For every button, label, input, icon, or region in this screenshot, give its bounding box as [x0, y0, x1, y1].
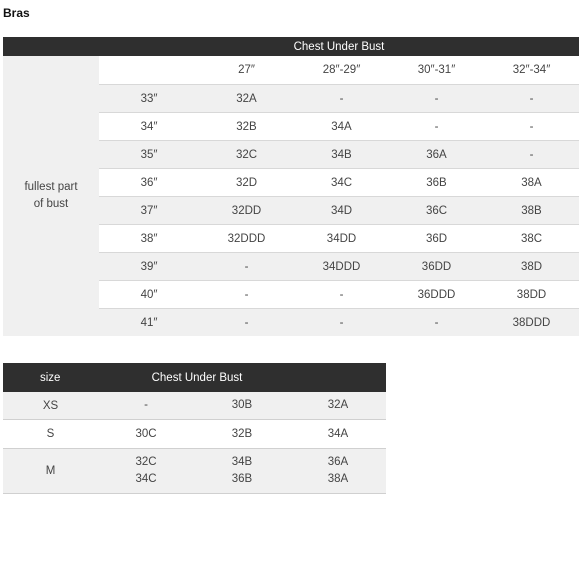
size-cell: 34B	[331, 148, 352, 161]
header-label: Chest Under Bust	[151, 371, 243, 384]
size-cell: 32A	[236, 92, 257, 105]
size-cell: 36D	[425, 232, 448, 245]
size-cell: 36DD	[421, 260, 452, 273]
size-cell: 38B	[521, 204, 542, 217]
size-cell: -	[339, 288, 344, 301]
size-cell: -	[529, 92, 534, 105]
table-header	[3, 363, 386, 392]
size-cell: 34DDD	[322, 260, 361, 273]
bust-measurement: 39″	[140, 260, 158, 273]
column-header: 30″-31″	[417, 64, 456, 76]
size-label: M	[45, 465, 56, 477]
size-cell: 36C	[425, 204, 448, 217]
column-header: 27″	[238, 64, 255, 76]
size-cell	[290, 454, 386, 488]
size-value: 30B	[231, 399, 253, 411]
size-value: 32C	[135, 456, 157, 468]
size-cell: -	[339, 316, 344, 329]
size-label: S	[46, 428, 55, 440]
size-cell: -	[529, 120, 534, 133]
side-label-line: fullest part	[24, 181, 78, 193]
size-cell: -	[529, 148, 534, 161]
size-cell: -	[244, 316, 249, 329]
page-title: Bras	[3, 6, 30, 20]
table-row	[99, 140, 579, 168]
bust-measurement: 36″	[140, 176, 158, 189]
size-cell: 36A	[426, 148, 447, 161]
size-header: size	[40, 371, 61, 384]
size-conversion-chart	[3, 363, 386, 494]
bra-size-chart	[3, 37, 579, 336]
column-header: 32″-34″	[512, 64, 551, 76]
size-cell	[98, 454, 194, 488]
size-value: 34B	[231, 456, 253, 468]
bust-measurement: 34″	[140, 120, 158, 133]
size-cell	[194, 426, 290, 443]
size-cell	[98, 426, 194, 443]
size-cell: 32B	[236, 120, 257, 133]
size-cell: -	[244, 260, 249, 273]
size-value: 32B	[231, 427, 253, 440]
table-row	[99, 224, 579, 252]
size-cell: 32C	[235, 148, 258, 161]
size-cell	[98, 397, 194, 414]
size-cell: -	[339, 92, 344, 105]
size-cell	[194, 454, 290, 488]
size-cell: 34D	[330, 204, 353, 217]
size-cell: 38DD	[516, 288, 547, 301]
bust-measurement: 33″	[140, 92, 158, 105]
size-cell	[194, 397, 290, 414]
column-header: 28″-29″	[322, 64, 361, 76]
table-row	[99, 168, 579, 196]
table-row	[99, 280, 579, 308]
column-headers	[99, 56, 579, 84]
size-cell: 38A	[521, 176, 542, 189]
size-value: 34A	[327, 427, 349, 440]
size-value: -	[144, 399, 148, 411]
size-cell: -	[434, 120, 439, 133]
size-value: 32A	[327, 399, 349, 411]
table-row	[99, 112, 579, 140]
bust-measurement: 41″	[140, 316, 158, 329]
size-label: XS	[42, 399, 59, 412]
size-cell: 34DD	[326, 232, 357, 245]
size-cell: -	[434, 316, 439, 329]
side-label	[3, 56, 99, 336]
size-cell: 38DDD	[512, 316, 551, 329]
size-cell: -	[434, 92, 439, 105]
size-cell	[290, 397, 386, 414]
size-cell: 36DDD	[417, 288, 456, 301]
bust-measurement: 35″	[140, 148, 158, 161]
bust-measurement: 38″	[140, 232, 158, 245]
size-value: 38A	[327, 473, 349, 485]
size-cell: 36B	[426, 176, 447, 189]
size-value: 34C	[135, 473, 157, 485]
header-label: Chest Under Bust	[293, 40, 385, 53]
size-cell	[290, 426, 386, 443]
bust-measurement: 37″	[140, 204, 158, 217]
table-row	[3, 420, 386, 449]
size-cell: 32DDD	[227, 232, 266, 245]
size-value: 36A	[327, 456, 349, 468]
size-cell: 38D	[520, 260, 543, 273]
size-cell: 34A	[331, 120, 352, 133]
side-label-line: of bust	[33, 198, 69, 210]
table-header	[3, 37, 579, 56]
size-value: 30C	[135, 427, 157, 440]
size-cell: 32DD	[231, 204, 262, 217]
size-value: 36B	[231, 473, 253, 485]
size-cell: 32D	[235, 176, 258, 189]
table-row	[99, 308, 579, 336]
table-row	[3, 449, 386, 494]
table-row	[3, 392, 386, 420]
table-row	[99, 252, 579, 280]
table-row	[99, 196, 579, 224]
table-row	[99, 84, 579, 112]
size-cell: 38C	[520, 232, 543, 245]
bust-measurement: 40″	[140, 288, 158, 301]
size-cell: -	[244, 288, 249, 301]
size-cell: 34C	[330, 176, 353, 189]
